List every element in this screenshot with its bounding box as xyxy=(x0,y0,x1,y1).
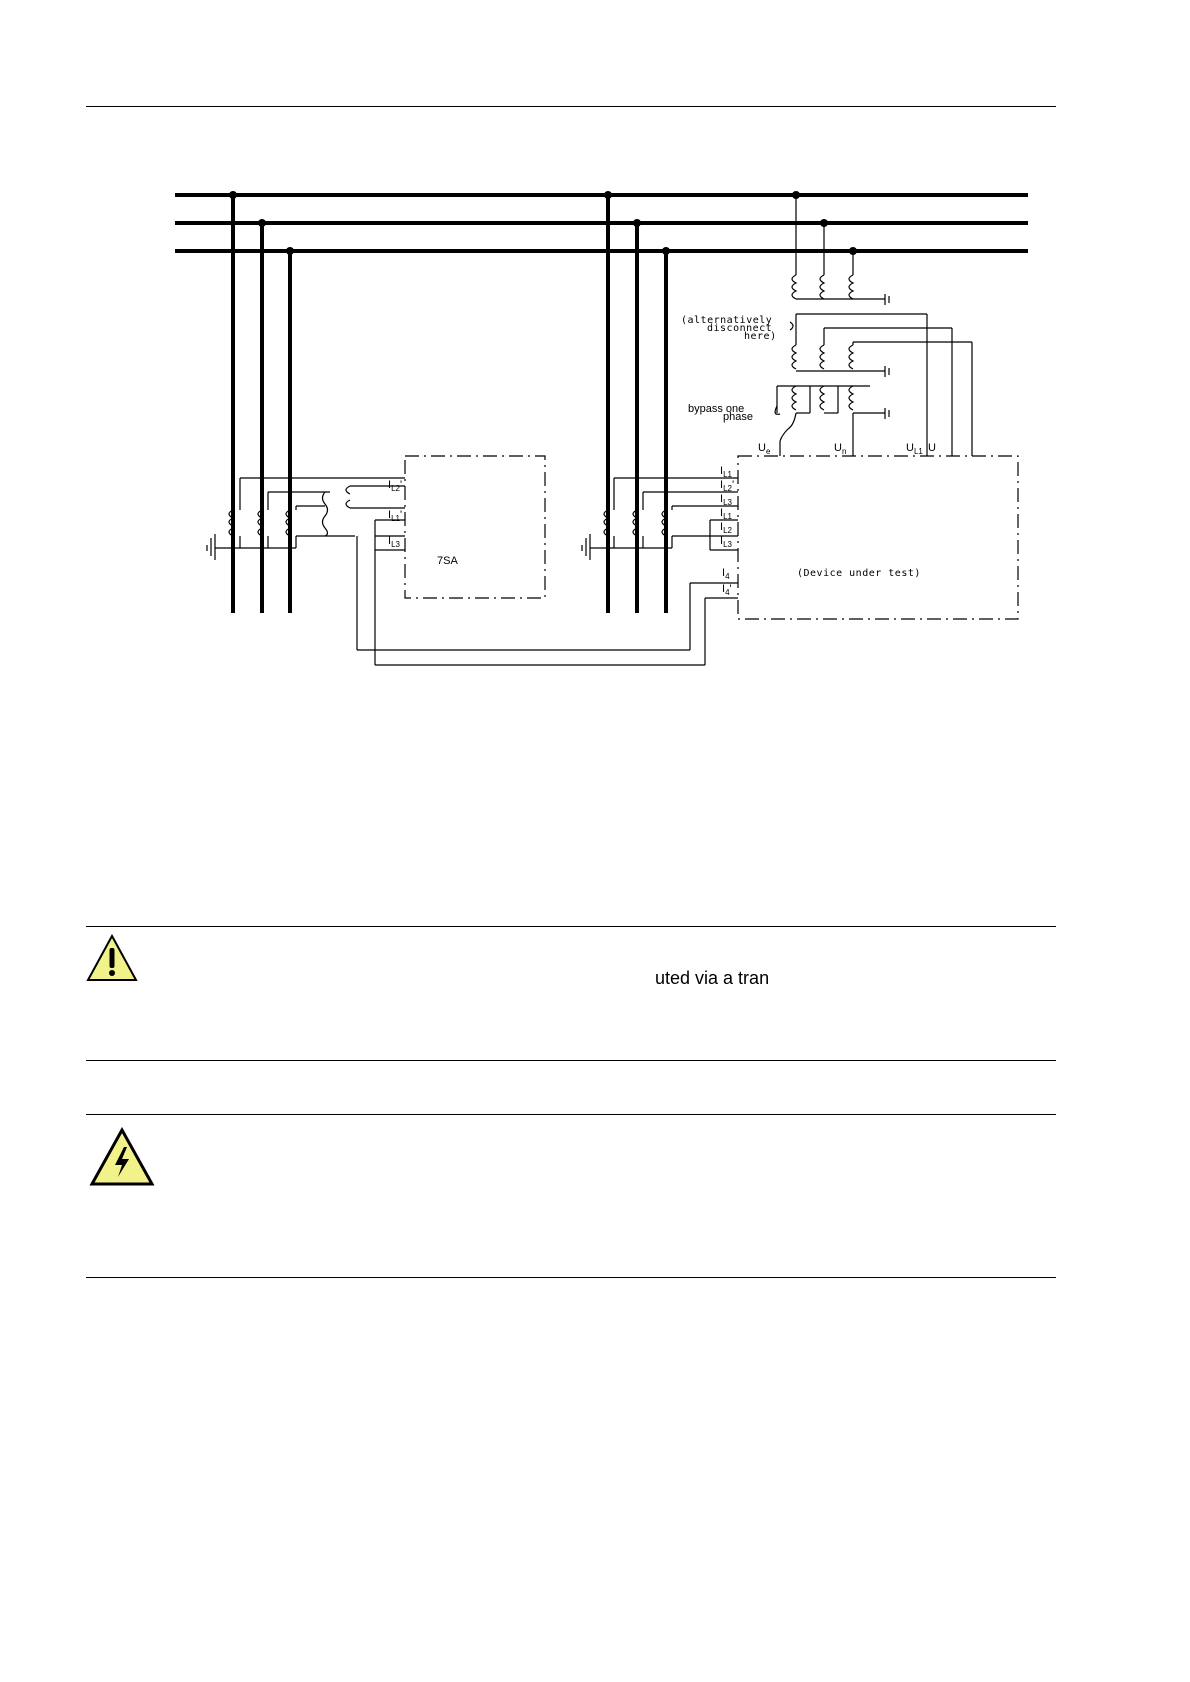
danger-top-rule xyxy=(86,1114,1056,1115)
left-ct-group xyxy=(207,478,738,665)
busbars xyxy=(175,195,1028,251)
warning-exclamation-icon xyxy=(86,934,138,982)
danger-bottom-rule xyxy=(86,1277,1056,1278)
alt-disconnect-line2: disconnect xyxy=(707,323,773,334)
relay-7sa-label: 7SA xyxy=(437,555,458,567)
caution-bottom-rule xyxy=(86,1060,1056,1061)
vt-secondary xyxy=(790,314,972,456)
dut-voltage-terminals xyxy=(758,442,936,456)
alt-disconnect-line3: here) xyxy=(744,331,777,342)
bypass-line2: phase xyxy=(723,411,753,423)
relay-terminal-labels xyxy=(388,479,402,549)
relay-terminal-0: $I_{L2}'$ xyxy=(388,479,403,493)
caution-top-rule xyxy=(86,926,1056,927)
high-voltage-icon xyxy=(89,1127,155,1187)
vt-taps xyxy=(796,195,853,275)
middle-ct-group xyxy=(582,478,738,560)
vt-open-delta xyxy=(775,386,889,456)
dut-terminal-1: $I_{L2}'$ xyxy=(720,479,735,493)
dut-voltage-3: U xyxy=(928,442,936,454)
dut-terminal-0: $I_{L1}$ xyxy=(720,465,732,479)
dut-voltage-0: $U_e$ xyxy=(758,442,771,456)
relay-terminal-2: $I_{L3}$ xyxy=(388,535,400,549)
dut-terminal-3: $I_{L1}$ xyxy=(720,507,732,521)
dut-voltage-2: $U_{L1}$ xyxy=(906,442,923,456)
caution-text-fragment: uted via a tran xyxy=(655,968,770,988)
dut-label: (Device under test) xyxy=(797,568,921,579)
dut-terminal-5: $I_{L3}$ xyxy=(720,535,732,549)
dut-terminal-2: $I_{L3}$ xyxy=(720,493,732,507)
dut-terminal-6: $I_4$ xyxy=(722,567,730,581)
relay-7sa-box xyxy=(405,456,545,598)
device-under-test-box xyxy=(738,456,1018,619)
alt-disconnect-line1: (alternatively xyxy=(681,315,773,326)
relay-terminal-1: $I_{L1}'$ xyxy=(388,509,403,523)
bypass-line1: bypass one xyxy=(688,403,745,415)
dut-voltage-1: $U_n$ xyxy=(834,442,847,456)
dut-current-terminals xyxy=(720,465,734,597)
vt-primary xyxy=(792,275,889,305)
left-feeder xyxy=(233,195,290,613)
test-circuit-diagram xyxy=(0,0,1190,700)
middle-feeder xyxy=(608,195,666,613)
dut-terminal-7: $I_4'$ xyxy=(722,583,732,597)
dut-terminal-4: $I_{L2}$ xyxy=(720,521,732,535)
